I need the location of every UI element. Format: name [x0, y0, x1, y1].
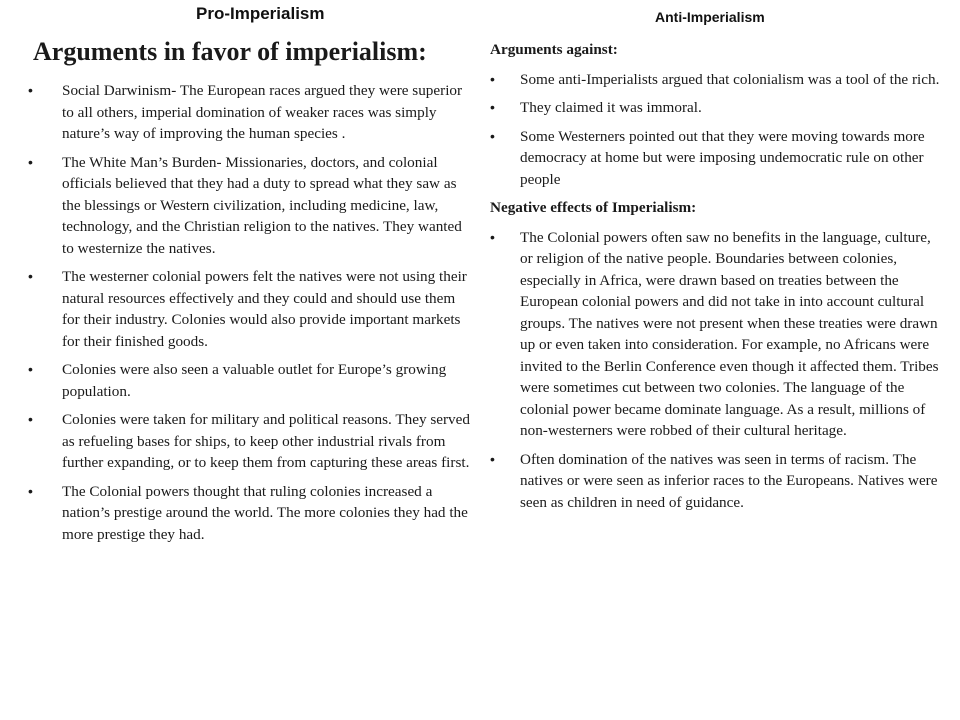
list-item-text: The westerner colonial powers felt the natives were not using their natural resources effectively and they could and should use them for their industry. Colonies would also provide important markets for their finished goods. — [62, 268, 467, 350]
arguments-in-favor-list — [28, 80, 476, 552]
list-item-text: Colonies were also seen a valuable outlet for Europe’s growing population. — [62, 361, 447, 400]
list-item — [490, 126, 945, 191]
bullet-icon: • — [490, 228, 495, 245]
list-item-text: They claimed it was immoral. — [520, 99, 702, 116]
bullet-icon: • — [28, 361, 33, 377]
list-item — [490, 227, 945, 442]
list-item — [28, 481, 476, 546]
list-item — [28, 80, 476, 145]
list-item — [28, 152, 476, 260]
list-item-text: Some anti-Imperialists argued that colonialism was a tool of the rich. — [520, 70, 940, 88]
arguments-against-heading: Arguments against: — [490, 41, 618, 58]
list-item — [490, 97, 945, 119]
bullet-icon: • — [28, 82, 33, 98]
bullet-icon: • — [490, 99, 495, 115]
bullet-icon: • — [490, 450, 495, 467]
list-item — [28, 266, 476, 352]
pro-imperialism-header: Pro-Imperialism — [196, 4, 325, 23]
list-item-text: Often domination of the natives was seen in terms of racism. The natives or were seen as inferior races to the Europeans. Natives were seen as children in need of guidance. — [520, 450, 938, 511]
bullet-icon: • — [490, 127, 495, 144]
list-item-text: Colonies were taken for military and political reasons. They served as refueling bases for ships, to keep other industrial rivals from further expanding, or to keep them from capturing these areas first. — [62, 411, 470, 471]
list-item — [490, 69, 945, 91]
bullet-icon: • — [28, 411, 33, 427]
negative-effects-heading: Negative effects of Imperialism: — [490, 199, 697, 216]
arguments-against-list — [490, 69, 945, 191]
arguments-in-favor-heading: Arguments in favor of imperialism: — [33, 37, 427, 66]
list-item — [28, 359, 476, 402]
bullet-icon: • — [28, 268, 33, 284]
negative-effects-list — [490, 227, 945, 514]
list-item-text: Some Westerners pointed out that they were moving towards more democracy at home but were imposing undemocratic rule on other people — [520, 127, 925, 188]
bullet-icon: • — [490, 70, 495, 87]
bullet-icon: • — [28, 482, 33, 499]
list-item-text: The Colonial powers thought that ruling colonies increased a nation’s prestige around the world. The more colonies they had the more prestige they had. — [62, 482, 468, 543]
list-item-text: The White Man’s Burden- Missionaries, doctors, and colonial officials believed that they had a duty to spread what they saw as the blessings or Western civilization, including medicine, law, technology, and the Christian religion to the natives. They wanted to westernize the natives. — [62, 153, 462, 257]
bullet-icon: • — [28, 153, 33, 170]
list-item — [490, 449, 945, 514]
anti-imperialism-header: Anti-Imperialism — [655, 9, 765, 25]
list-item — [28, 409, 476, 474]
list-item-text: Social Darwinism- The European races argued they were superior to all others, imperial domination of weaker races was simply nature’s way of improving the human species . — [62, 82, 463, 142]
list-item-text: The Colonial powers often saw no benefits in the language, culture, or religion of the native people. Boundaries between colonies, especially in Africa, were drawn based on treaties between the European colonial powers and did not take in into account cultural groups. The natives were not present when these treaties were drawn up or even taken into consideration. For example, no Africans were invited to the Berlin Conference even though it affected them. Tribes were sometimes cut between two colonies. The language of the colonial power became dominate language. As a result, millions of non-westerners were robbed of their cultural heritage. — [520, 228, 939, 439]
